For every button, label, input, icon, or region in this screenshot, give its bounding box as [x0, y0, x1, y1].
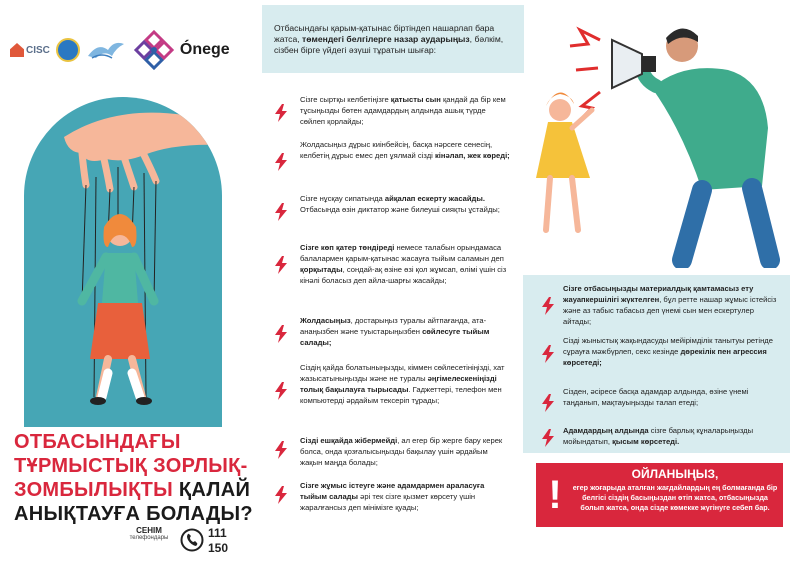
intro-box — [262, 5, 524, 73]
sign-item-t1: Сізге нұсқау сипатында — [300, 194, 385, 203]
right-sign-item-b2: қысым көрсетеді. — [612, 437, 680, 446]
sign-item-text — [300, 193, 512, 215]
logo-row — [10, 28, 260, 72]
onege-logo-text: Ónege — [179, 41, 230, 58]
headline-line-3-red: ЗОМБЫЛЫҚТЫ — [14, 479, 174, 501]
hotline-150: 150 — [208, 541, 229, 555]
right-sign-item-t1: Сізді жыныстық жақындасуды мейірімділік танытуы ретінде сұрауға мәжбүрлеп, секс кезінде — [563, 336, 773, 356]
cisc-logo — [10, 43, 50, 57]
sign-item-b2: кінәлап, жек көреді; — [434, 151, 510, 160]
hotline-111: 111 — [208, 526, 227, 540]
sign-item-b1: Жолдасыңыз — [300, 316, 351, 325]
lightning-icon — [274, 203, 288, 221]
left-panel — [0, 0, 262, 568]
right-sign-item-t1: сізге барлық кұналарыңызды мойындатып, — [563, 426, 754, 446]
sign-item-text — [300, 435, 512, 468]
intro-text-b: төмендегі белгілерге назар аударыңыз — [302, 34, 470, 44]
right-sign-item-text — [563, 335, 783, 368]
sign-item-t2: . Гаджеттері, телефон мен компьютерді әрдайым тексеріп тұрады; — [300, 385, 502, 405]
sign-item-t1: Сіздің қайда болатыныңызды, кіммен сөйлесетініңізді, хат жазысатыныңызды және не туралы — [300, 363, 505, 383]
shouting-illustration — [532, 10, 792, 268]
trust-label — [120, 526, 178, 541]
puppet-illustration — [24, 97, 222, 427]
bird-logo-icon — [86, 38, 126, 62]
warning-title: ОЙЛАНЫҢЫЗ, — [631, 467, 719, 481]
right-signs-box — [523, 275, 790, 453]
sign-item-text — [300, 362, 512, 406]
headline-line-4: АНЫҚТАУҒА БОЛАДЫ? — [14, 503, 253, 525]
sign-item-b1: Сізді ешқайда жібермейді — [300, 436, 398, 445]
warning-text: егер жоғарыда аталған жағдайлардың ең болмағанда бір белгісі сіздің басыңыздан өтіп жатса, отбасыңызда болып жатса, онда сізде көмекке жүгінуге себеп бар. — [572, 483, 778, 512]
right-sign-item-b1: Сізге отбасыңызды материалдық қамтамасыз ету жауапкершілігі жүктелген — [563, 284, 754, 304]
right-sign-item-text — [563, 283, 783, 327]
sign-item-t1: Жолдасыңыз дұрыс киінбейсің, басқа нәрсеге сенесің, келбетің дұрыс емес деп ұялмай сізді — [300, 140, 493, 160]
sign-item-b2: қатысты сын — [390, 95, 441, 104]
phone-icon — [180, 528, 204, 552]
sign-item-t1: , ал егер бір жерге бару керек болса, онда қозғалысыңызды бақылау үшін әрдайым жақын маңда болады; — [300, 436, 503, 467]
sign-item-t1: Сізге сыртқы келбетіңізге — [300, 95, 391, 104]
sign-item-t1: , достарыңыз туралы айтпағанда, ата-анаңызбен және туыстарыңызбен — [300, 316, 487, 336]
sign-item-b1: Сізге жұмыс істеуге және адамдармен араласуға тыйым салады — [300, 481, 485, 501]
sign-item-b1: Сізге көп қатер төндіреді — [300, 243, 395, 252]
lightning-icon — [274, 153, 288, 171]
puppeteer-hand-icon — [24, 97, 222, 427]
sign-item-b2: сөйлесуге тыйым салады; — [300, 327, 490, 347]
onege-logo — [132, 28, 230, 72]
sign-item-b2: айқалап ескерту жасайды. — [384, 194, 485, 203]
right-sign-item-text — [563, 386, 783, 408]
trust-subtitle: телефондары — [129, 535, 169, 541]
lightning-icon — [274, 325, 288, 343]
lightning-icon — [274, 256, 288, 274]
right-sign-item-t1: , бұл ретте нашар жұмыс істейсіз және аз табыс табасыз деп үнемі сын мен ескертулер айтады; — [563, 295, 777, 326]
right-sign-item-t1: Сізден, әсіресе басқа адамдар алдында, өзіне үнемі таңданып, мақтауыңызды талап етеді; — [563, 387, 749, 407]
sign-item-t1: немесе талабын орындамаса балалармен қарым-қатынас жасауға тыйым саламын деп — [300, 243, 504, 263]
sign-item-t2: қандай да бір кем тұсыңызды бөтен адамдардың алдында ашық түрде сөйлеп қорлайды; — [300, 95, 506, 126]
right-sign-item-b1: Адамдардың алдында — [563, 426, 649, 435]
sign-item-text — [300, 242, 512, 286]
lightning-icon — [541, 394, 555, 412]
sign-item-text — [300, 94, 512, 127]
lightning-icon — [274, 486, 288, 504]
headline-line-3 — [14, 478, 260, 502]
intro-text-a: Отбасындағы қарым-қатынас біртіндеп нашарлап бара жатса, — [274, 23, 495, 44]
headline-line-1: ОТБАСЫНДАҒЫ — [14, 431, 181, 453]
headline-line-2: ТҰРМЫСТЫҚ ЗОРЛЫҚ- — [14, 455, 248, 477]
right-sign-item-b2: дөрекілік пен агрессия көрсетеді; — [563, 347, 767, 367]
house-icon — [10, 43, 24, 57]
right-sign-item-text — [563, 425, 783, 447]
shouting-man-icon — [532, 10, 792, 268]
sign-item-b2: қорқытады — [300, 265, 343, 274]
lightning-icon — [274, 441, 288, 459]
sign-item-b2: әңгімелескеніңізді толық бақылауға тырысады — [300, 374, 497, 394]
ornament-icon — [132, 28, 176, 72]
lightning-icon — [541, 429, 555, 447]
think-warning-box — [536, 463, 783, 527]
page-headline — [14, 430, 260, 526]
lightning-icon — [541, 297, 555, 315]
trust-phone-block — [120, 524, 260, 558]
exclamation-icon: ! — [548, 473, 562, 517]
sign-item-text — [300, 480, 512, 513]
trust-title: СЕНІМ — [136, 526, 162, 535]
emblem-icon — [56, 38, 80, 62]
lightning-icon — [541, 345, 555, 363]
intro-text-c: , бәлкім, сізбен бірге үйдегі әзүші тұратын шығар: — [274, 34, 504, 55]
sign-item-t2: , сондай-ақ өзіне өзі қол жұмсап, өлімі үшін сіз кінәлі боласыз деп айла-шарғы жасайды; — [300, 265, 507, 285]
lightning-icon — [274, 104, 288, 122]
sign-item-t2: Отбасында өзін диктатор және билеуші сияқты ұстайды; — [300, 205, 500, 214]
headline-line-3-dark: ҚАЛАЙ — [173, 479, 251, 501]
sign-item-text — [300, 139, 512, 161]
sign-item-text — [300, 315, 512, 348]
lightning-icon — [274, 382, 288, 400]
cisc-logo-text: CISC — [26, 44, 50, 56]
sign-item-t1: әрі тек сізге қызмет көрсету үшін жаралғансыз деп мінімізге қуады; — [300, 492, 476, 512]
